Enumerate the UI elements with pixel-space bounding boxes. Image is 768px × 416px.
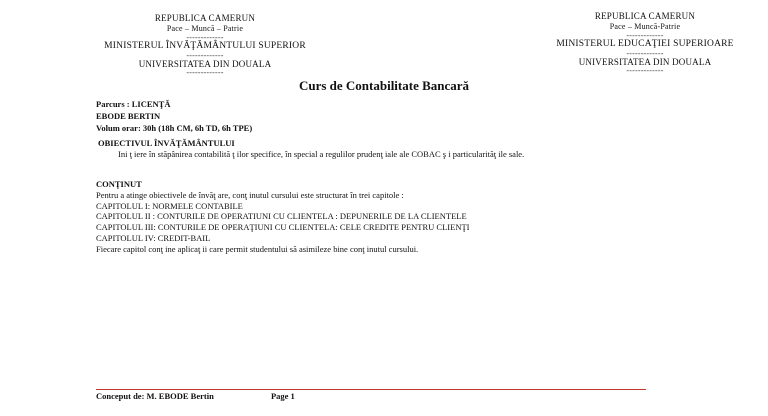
objective-heading: OBIECTIVUL ÎNVĂŢĂMÂNTULUI <box>98 138 235 148</box>
hours-line: Volum orar: 30h (18h CM, 6h TD, 6h TPE) <box>96 123 253 133</box>
motto: Pace – Muncă-Patrie <box>609 21 681 31</box>
separator: ------------- <box>186 68 224 77</box>
ministry-name: MINISTERUL ÎNVĂŢĂMÂNTULUI SUPERIOR <box>104 41 306 51</box>
university-name: UNIVERSITATEA DIN DOUALA <box>138 58 272 69</box>
objective-text: Ini ţ iere în stăpânirea contabilită ţ ilor specifice, în special a regulilor prudenţ iale ale COBAC ş i particularităţ ile sale. <box>118 149 525 159</box>
separator: ------------- <box>186 50 224 60</box>
chapter-item: CAPITOLUL I: NORMELE CONTABILE <box>96 200 243 211</box>
separator: ------------- <box>626 48 664 58</box>
program-line: Parcurs : LICENŢĂ <box>96 99 171 109</box>
course-meta <box>96 98 252 134</box>
page-number: Page 1 <box>270 391 295 401</box>
country-name: REPUBLICA CAMERUN <box>594 11 696 21</box>
content-intro: Pentru a atinge obiectivele de învăţ are, conţ inutul cursului este structurat în trei capitole : <box>96 189 404 200</box>
motto: Pace – Muncă – Patrie <box>166 23 244 33</box>
author-line: EBODE BERTIN <box>96 111 161 121</box>
header-left <box>40 13 370 76</box>
content-heading: CONŢINUT <box>96 179 142 189</box>
ministry-name: MINISTERUL EDUCAŢIEI SUPERIOARE <box>556 39 734 49</box>
chapter-item: CAPITOLUL IV: CREDIT-BAIL <box>96 232 211 243</box>
chapter-item: CAPITOLUL III: CONTURILE DE OPERAŢIUNI CU CLIENTELA: CELE CREDITE PENTRU CLIENŢI <box>96 222 470 233</box>
header-right <box>500 11 768 74</box>
footer-divider <box>96 389 646 390</box>
separator: ------------- <box>186 33 224 42</box>
objective-section <box>98 138 618 160</box>
separator: ------------- <box>626 66 664 75</box>
separator: ------------- <box>626 31 664 40</box>
chapter-item: CAPITOLUL II : CONTURILE DE OPERATIUNI CU CLIENTELA : DEPUNERILE DE LA CLIENTELE <box>96 211 467 222</box>
content-section <box>96 179 631 255</box>
document-title: Curs de Contabilitate Bancară <box>298 78 470 93</box>
footer-author: Conceput de: M. EBODE Bertin <box>96 391 214 401</box>
content-closing: Fiecare capitol conţ ine aplicaţ ii care permit studentului să asimileze bine conţ inutul cursului. <box>96 243 419 254</box>
university-name: UNIVERSITATEA DIN DOUALA <box>578 56 712 67</box>
page-footer <box>96 391 295 401</box>
country-name: REPUBLICA CAMERUN <box>154 13 256 23</box>
